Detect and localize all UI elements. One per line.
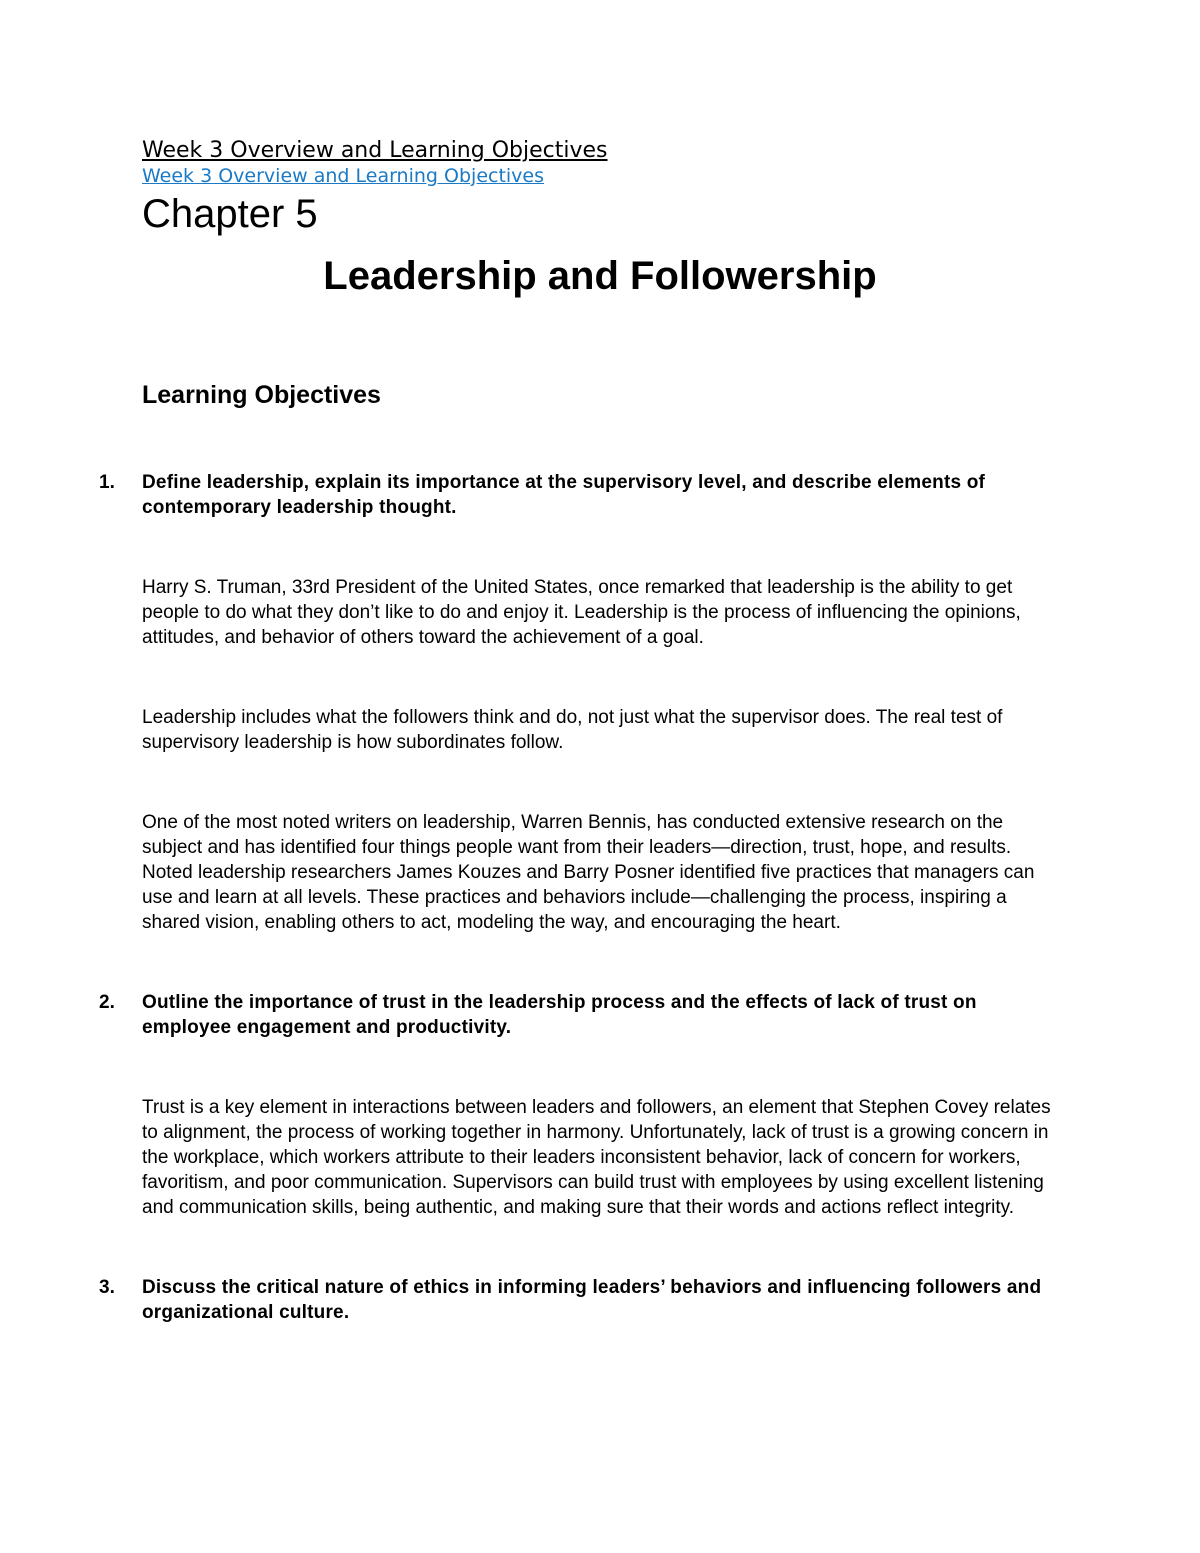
objective-number: 3. <box>99 1277 115 1298</box>
objective-3 <box>99 1275 1062 1325</box>
objective-title: Outline the importance of trust in the leadership process and the effects of lack of trust on employee engagement and productivity. <box>142 992 977 1038</box>
objective-paragraph: Trust is a key element in interactions between leaders and followers, an element that Stephen Covey relates to alignment, the process of working together in harmony. Unfortunately, lack of trust is a growing concern in the workplace, which workers attribute to their leaders inconsistent behavior, lack of concern for workers, favoritism, and poor communication. Supervisors can build trust with employees by using excellent listening and communication skills, being authentic, and making sure that their words and actions reflect integrity. <box>142 1097 1051 1218</box>
chapter-heading: Chapter 5 <box>142 192 318 236</box>
objective-1 <box>99 470 1062 935</box>
page-title: Leadership and Followership <box>323 254 877 298</box>
objective-paragraph: Leadership includes what the followers think and do, not just what the supervisor does. The real test of supervisory leadership is how subordinates follow. <box>142 707 1003 753</box>
learning-objectives-heading: Learning Objectives <box>142 381 381 409</box>
objective-number: 1. <box>99 472 115 493</box>
objective-paragraph: One of the most noted writers on leadership, Warren Bennis, has conducted extensive research on the subject and has identified four things people want from their leaders—direction, trust, hope, and results. Noted leadership researchers James Kouzes and Barry Posner identified five practices that managers can use and learn at all levels. These practices and behaviors include—challenging the process, inspiring a shared vision, enabling others to act, modeling the way, and encouraging the heart. <box>142 812 1035 933</box>
objective-2 <box>99 990 1062 1220</box>
objective-title: Define leadership, explain its importance at the supervisory level, and describe elements of contemporary leadership thought. <box>142 472 986 518</box>
objectives-list <box>99 470 1062 1325</box>
objective-title: Discuss the critical nature of ethics in informing leaders’ behaviors and influencing followers and organizational culture. <box>142 1277 1042 1323</box>
document-content <box>99 138 1062 1325</box>
objective-number: 2. <box>99 992 115 1013</box>
objective-paragraph: Harry S. Truman, 33rd President of the United States, once remarked that leadership is the ability to get people to do what they don’t like to do and enjoy it. Leadership is the process of influencing the opinions, attitudes, and behavior of others toward the achievement of a goal. <box>142 577 1021 648</box>
week-heading: Week 3 Overview and Learning Objectives <box>142 138 608 163</box>
week-overview-link[interactable]: Week 3 Overview and Learning Objectives <box>142 165 545 187</box>
